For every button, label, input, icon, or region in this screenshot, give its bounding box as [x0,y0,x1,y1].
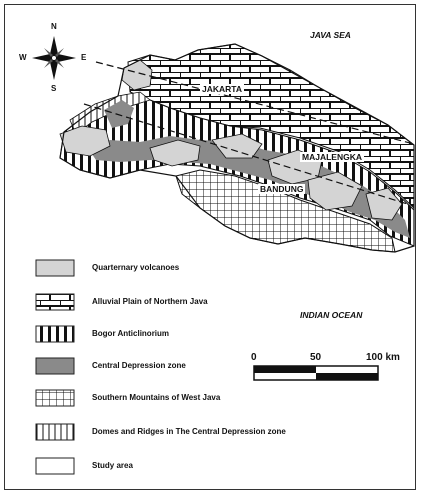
swatch-domes-ridges [36,424,74,440]
swatch-bogor-anticlinorium [36,326,74,342]
legend-label: Alluvial Plain of Northern Java [92,297,208,306]
scale-end-label: 100 km [366,352,400,363]
swatch-southern-mountains [36,390,74,406]
scale-bar [254,366,378,380]
swatch-study-area [36,458,74,474]
swatch-alluvial-plain [36,294,74,310]
majalengka-label: MAJALENGKA [302,152,362,162]
legend-label: Southern Mountains of West Java [92,393,221,402]
compass-south-label: S [51,84,57,93]
legend-label: Central Depression zone [92,361,186,370]
legend-label: Bogor Anticlinorium [92,329,170,338]
scale-start-label: 0 [251,352,257,363]
scale-mid-label: 50 [310,352,322,363]
java-sea-label: JAVA SEA [310,30,351,40]
bandung-label: BANDUNG [260,184,304,194]
swatch-quarternary-volcanoes [36,260,74,276]
legend-label: Study area [92,461,133,470]
indian-ocean-label: INDIAN OCEAN [300,310,363,320]
swatch-central-depression [36,358,74,374]
compass-rose [32,36,76,80]
compass-north-label: N [51,22,57,31]
jakarta-label: JAKARTA [202,84,242,94]
legend-label: Domes and Ridges in The Central Depression zone [92,427,286,436]
legend-label: Quarternary volcanoes [92,263,180,272]
compass-east-label: E [81,53,87,62]
compass-west-label: W [19,53,27,62]
